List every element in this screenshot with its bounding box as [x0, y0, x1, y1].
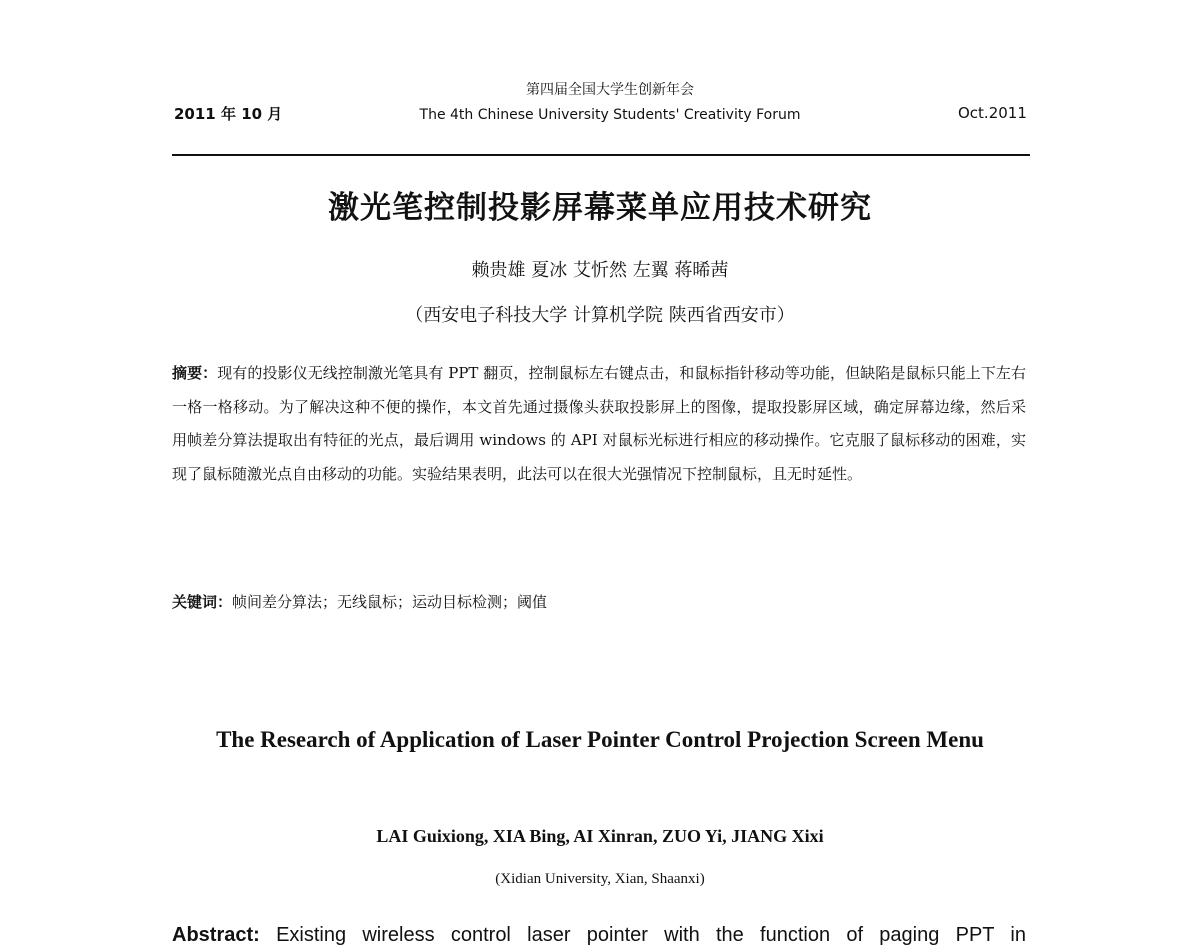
header-date-cn: 2011 年 10 月	[174, 105, 283, 123]
conference-name-cn: 第四届全国大学生创新年会	[526, 82, 694, 98]
affiliation-en: (Xidian University, Xian, Shaanxi)	[495, 871, 705, 887]
header-conference	[400, 78, 820, 128]
header-date-en: Oct.2011	[958, 104, 1027, 122]
affiliation-cn: （西安电子科技大学 计算机学院 陕西省西安市）	[405, 305, 795, 326]
abstract-text-cn: 现有的投影仪无线控制激光笔具有 PPT 翻页，控制鼠标左右键点击，和鼠标指针移动等功能，但缺陷是鼠标只能上下左右一格一格移动。为了解决这种不便的操作，本文首先通过摄像头获取投影屏上的图像，提取投影屏区域，确定屏幕边缘，然后采用帧差分算法提取出有特征的光点，最后调用 windows 的 API 对鼠标光标进行相应的移动操作。它克服了鼠标移动的困难，实现了鼠标随激光点自由移动的功能。实验结果表明，此法可以在很大光强情况下控制鼠标，且无时延性。	[172, 364, 1026, 483]
abstract-cn	[172, 357, 1026, 491]
keywords-cn	[172, 590, 1026, 614]
authors-cn: 赖贵雄 夏冰 艾忻然 左翼 蒋晞茜	[471, 260, 729, 281]
paper-title-cn: 激光笔控制投影屏幕菜单应用技术研究	[328, 190, 872, 226]
authors-en: LAI Guixiong, XIA Bing, AI Xinran, ZUO Yi, JIANG Xixi	[376, 826, 824, 846]
keywords-label-cn: 关键词：	[172, 593, 233, 611]
abstract-en	[172, 924, 1026, 947]
header-divider	[172, 154, 1030, 156]
abstract-label-cn: 摘要：	[172, 364, 218, 382]
abstract-label-en: Abstract:	[172, 924, 260, 946]
conference-name-en: The 4th Chinese University Students' Creativity Forum	[419, 107, 801, 123]
abstract-text-en: Existing wireless control laser pointer with the function of paging PPT in	[276, 924, 1026, 946]
paper-title-en: The Research of Application of Laser Pointer Control Projection Screen Menu	[216, 727, 984, 752]
keywords-text-cn: 帧间差分算法；无线鼠标；运动目标检测；阈值	[232, 593, 548, 611]
